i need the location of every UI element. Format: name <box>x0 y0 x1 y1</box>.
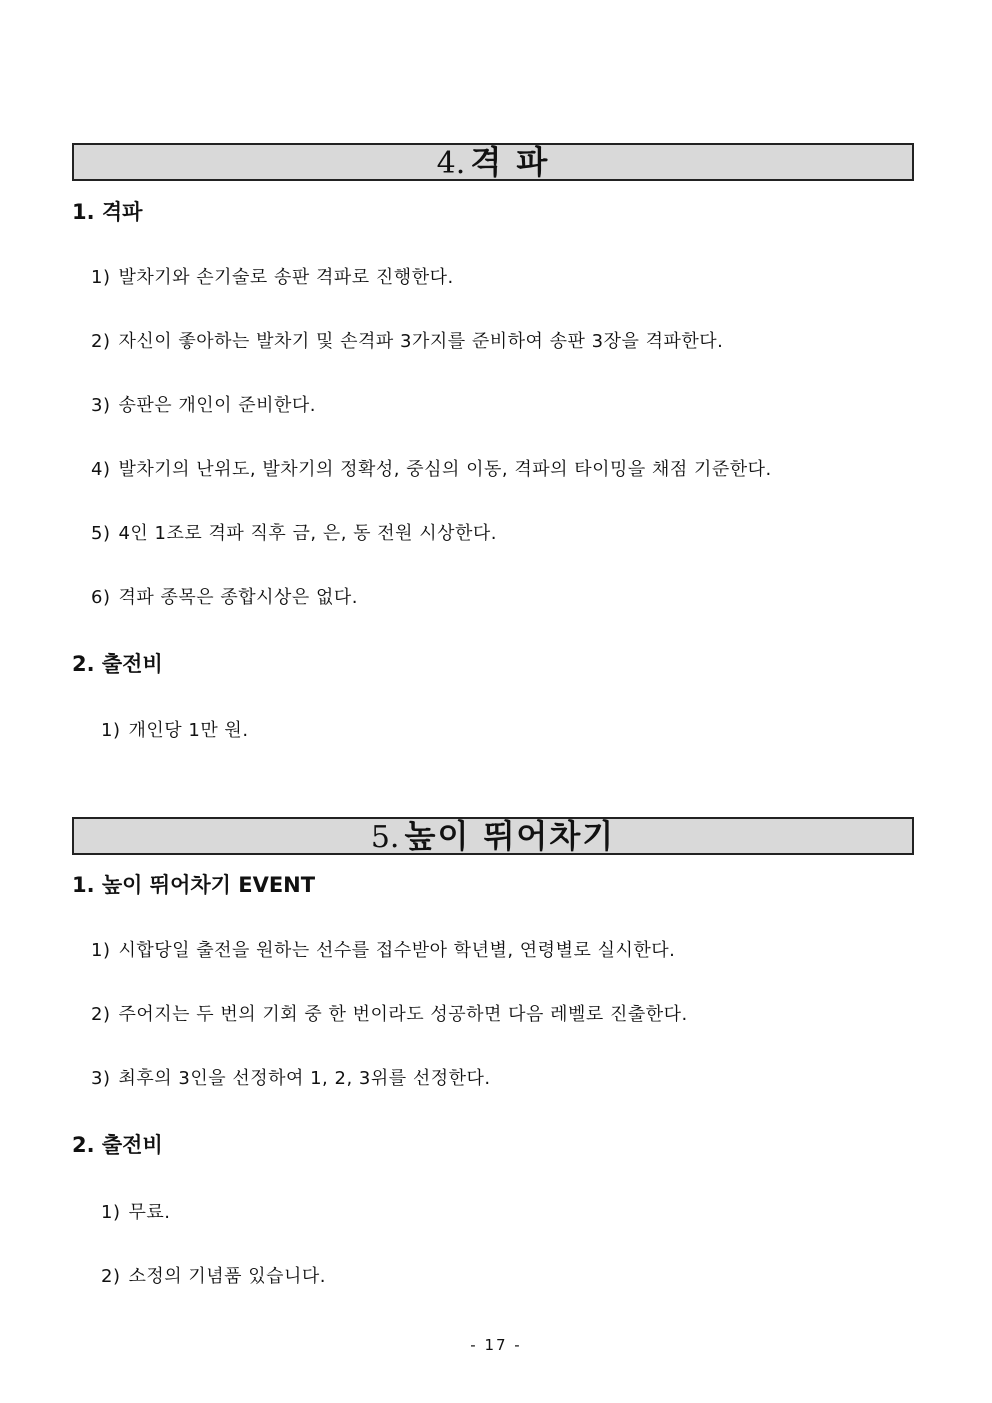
list-item <box>91 1064 491 1090</box>
section-title: 격 파 <box>470 143 550 181</box>
list-item-number: 1) <box>91 267 111 288</box>
list-item-number: 6) <box>91 587 111 608</box>
list-item-number: 2) <box>91 1004 111 1025</box>
list-item <box>101 1262 326 1288</box>
list-item <box>91 391 316 417</box>
list-item-text: 격파 종목은 종합시상은 없다. <box>118 587 359 608</box>
list-item-number: 1) <box>101 720 121 741</box>
list-item <box>101 716 249 742</box>
list-item-text: 소정의 기념품 있습니다. <box>128 1266 327 1287</box>
list-item <box>91 263 454 289</box>
list-item <box>101 1198 170 1224</box>
subheading-breaking: 1. 격파 <box>72 200 143 224</box>
list-item-text: 시합당일 출전을 원하는 선수를 접수받아 학년별, 연령별로 실시한다. <box>118 940 676 961</box>
page-number: - 17 - <box>470 1336 522 1354</box>
list-item <box>91 327 723 353</box>
list-item-number: 1) <box>91 940 111 961</box>
subheading-high-jump-kick: 1. 높이 뛰어차기 EVENT <box>72 873 316 897</box>
section-title: 높이 뛰어차기 <box>404 817 616 855</box>
list-item <box>91 936 675 962</box>
subheading-entry-fee: 2. 출전비 <box>72 652 163 676</box>
section-banner-4 <box>72 143 914 181</box>
list-item-text: 4인 1조로 격파 직후 금, 은, 동 전원 시상한다. <box>118 523 498 544</box>
list-item <box>91 583 358 609</box>
list-item-number: 3) <box>91 1068 111 1089</box>
section-banner-5 <box>72 817 914 855</box>
list-item-number: 4) <box>91 459 111 480</box>
section-number: 5. <box>370 820 400 855</box>
list-item-text: 최후의 3인을 선정하여 1, 2, 3위를 선정한다. <box>118 1068 491 1089</box>
list-item <box>91 519 497 545</box>
list-item-number: 5) <box>91 523 111 544</box>
list-item <box>91 455 772 481</box>
list-item-text: 발차기와 손기술로 송판 격파로 진행한다. <box>118 267 454 288</box>
list-item-text: 주어지는 두 번의 기회 중 한 번이라도 성공하면 다음 레벨로 진출한다. <box>118 1004 688 1025</box>
subheading-entry-fee: 2. 출전비 <box>72 1133 163 1157</box>
list-item-text: 자신이 좋아하는 발차기 및 손격파 3가지를 준비하여 송판 3장을 격파한다. <box>118 331 724 352</box>
list-item-text: 무료. <box>128 1202 171 1223</box>
list-item-text: 개인당 1만 원. <box>128 720 249 741</box>
section-number: 4. <box>436 146 466 181</box>
list-item-number: 3) <box>91 395 111 416</box>
list-item <box>91 1000 688 1026</box>
list-item-text: 송판은 개인이 준비한다. <box>118 395 317 416</box>
list-item-number: 2) <box>101 1266 121 1287</box>
list-item-number: 2) <box>91 331 111 352</box>
list-item-text: 발차기의 난위도, 발차기의 정확성, 중심의 이동, 격파의 타이밍을 채점 기준한다. <box>118 459 772 480</box>
list-item-number: 1) <box>101 1202 121 1223</box>
